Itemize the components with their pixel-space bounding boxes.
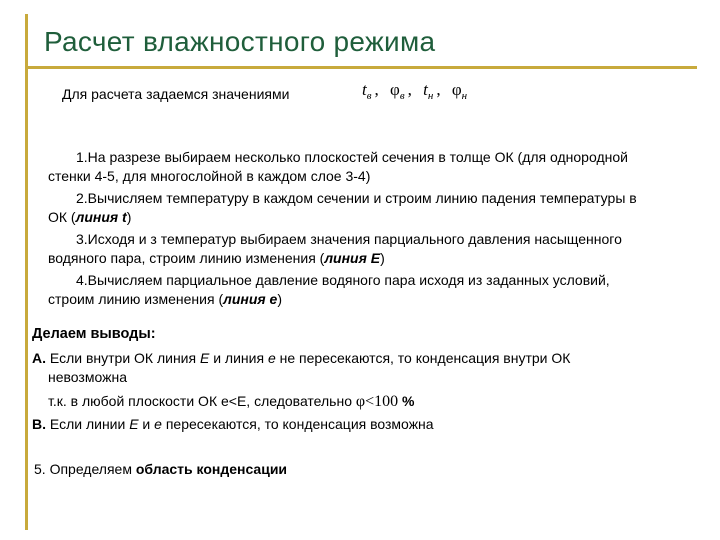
step-1-text: 1.На разрезе выбираем несколько плоскостей сечения в толще ОК (для однородной стенки 4-5, для многослойной в каждом слое 3-4) [48, 149, 628, 184]
formula-sub-out-2: н [461, 90, 468, 102]
step-4 [48, 271, 658, 309]
because-phi: φ [355, 393, 366, 410]
formula-t-in: t [362, 80, 367, 99]
conclusion-a-e: e [267, 350, 276, 366]
conclusion-a-part3: не пересекаются, то конденсация внутри ОК [275, 350, 571, 366]
slide-title: Расчет влажностного режима [44, 26, 436, 57]
conclusion-b-part3: пересекаются, то конденсация возможна [161, 416, 434, 432]
step-5-bold: область конденсации [135, 461, 288, 477]
conclusion-a-part4: невозможна [48, 369, 127, 385]
step-4-tail: ) [277, 291, 282, 307]
formula-t-out: t [423, 80, 428, 99]
conclusion-b-part2: и [138, 416, 155, 432]
step-4-line-name: линия e [223, 291, 278, 307]
given-values-formula [362, 80, 467, 100]
conclusion-a-E: E [199, 350, 210, 366]
formula-sep-2: , [407, 80, 412, 99]
formula-phi-out: φ [451, 80, 462, 99]
step-5-text: 5. Определяем [34, 461, 136, 477]
conclusion-b [32, 415, 434, 434]
step-2-line-name: линия t [75, 209, 127, 225]
because-line [48, 393, 414, 411]
conclusion-b-E: E [129, 416, 139, 432]
conclusion-b-label: В. [32, 416, 46, 432]
conclusion-a [32, 349, 692, 387]
formula-sub-in-1: в [366, 90, 372, 102]
conclusion-a-label: А. [32, 350, 46, 366]
because-cond: <100 [365, 393, 399, 410]
formula-sub-out-1: н [427, 90, 434, 102]
step-3-line-name: линия E [324, 250, 381, 266]
conclusion-b-part1: Если линии [46, 416, 130, 432]
formula-sub-in-2: в [399, 90, 405, 102]
title-underline [25, 66, 697, 69]
step-2-text: 2.Вычисляем температуру в каждом сечении и строим линию падения температуры в ОК ( [48, 190, 637, 225]
left-accent-bar [25, 14, 28, 530]
formula-phi-in: φ [390, 80, 400, 99]
step-3-tail: ) [380, 250, 385, 266]
step-2 [48, 189, 658, 227]
step-3-text: 3.Исходя и з температур выбираем значения парциального давления насыщенного водяного пара, строим линию изменения ( [48, 231, 622, 266]
because-percent: % [398, 393, 415, 409]
conclusions-heading: Делаем выводы: [32, 326, 156, 342]
conclusion-a-part2: и линия [209, 350, 268, 366]
because-text: т.к. в любой плоскости ОК e<E, следовательно [48, 393, 356, 409]
formula-sep-1: , [374, 80, 379, 99]
formula-sep-3: , [436, 80, 441, 99]
step-3 [48, 230, 658, 268]
steps-list [48, 148, 658, 312]
step-4-text: 4.Вычисляем парциальное давление водяного пара исходя из заданных условий, строим линию изменения ( [48, 272, 610, 307]
given-values-text: Для расчета задаемся значениями [62, 86, 290, 102]
step-2-tail: ) [126, 209, 132, 225]
step-5 [34, 461, 287, 477]
conclusion-b-e: e [154, 416, 162, 432]
step-1 [48, 148, 658, 186]
conclusion-a-part1: Если внутри ОК линия [46, 350, 200, 366]
